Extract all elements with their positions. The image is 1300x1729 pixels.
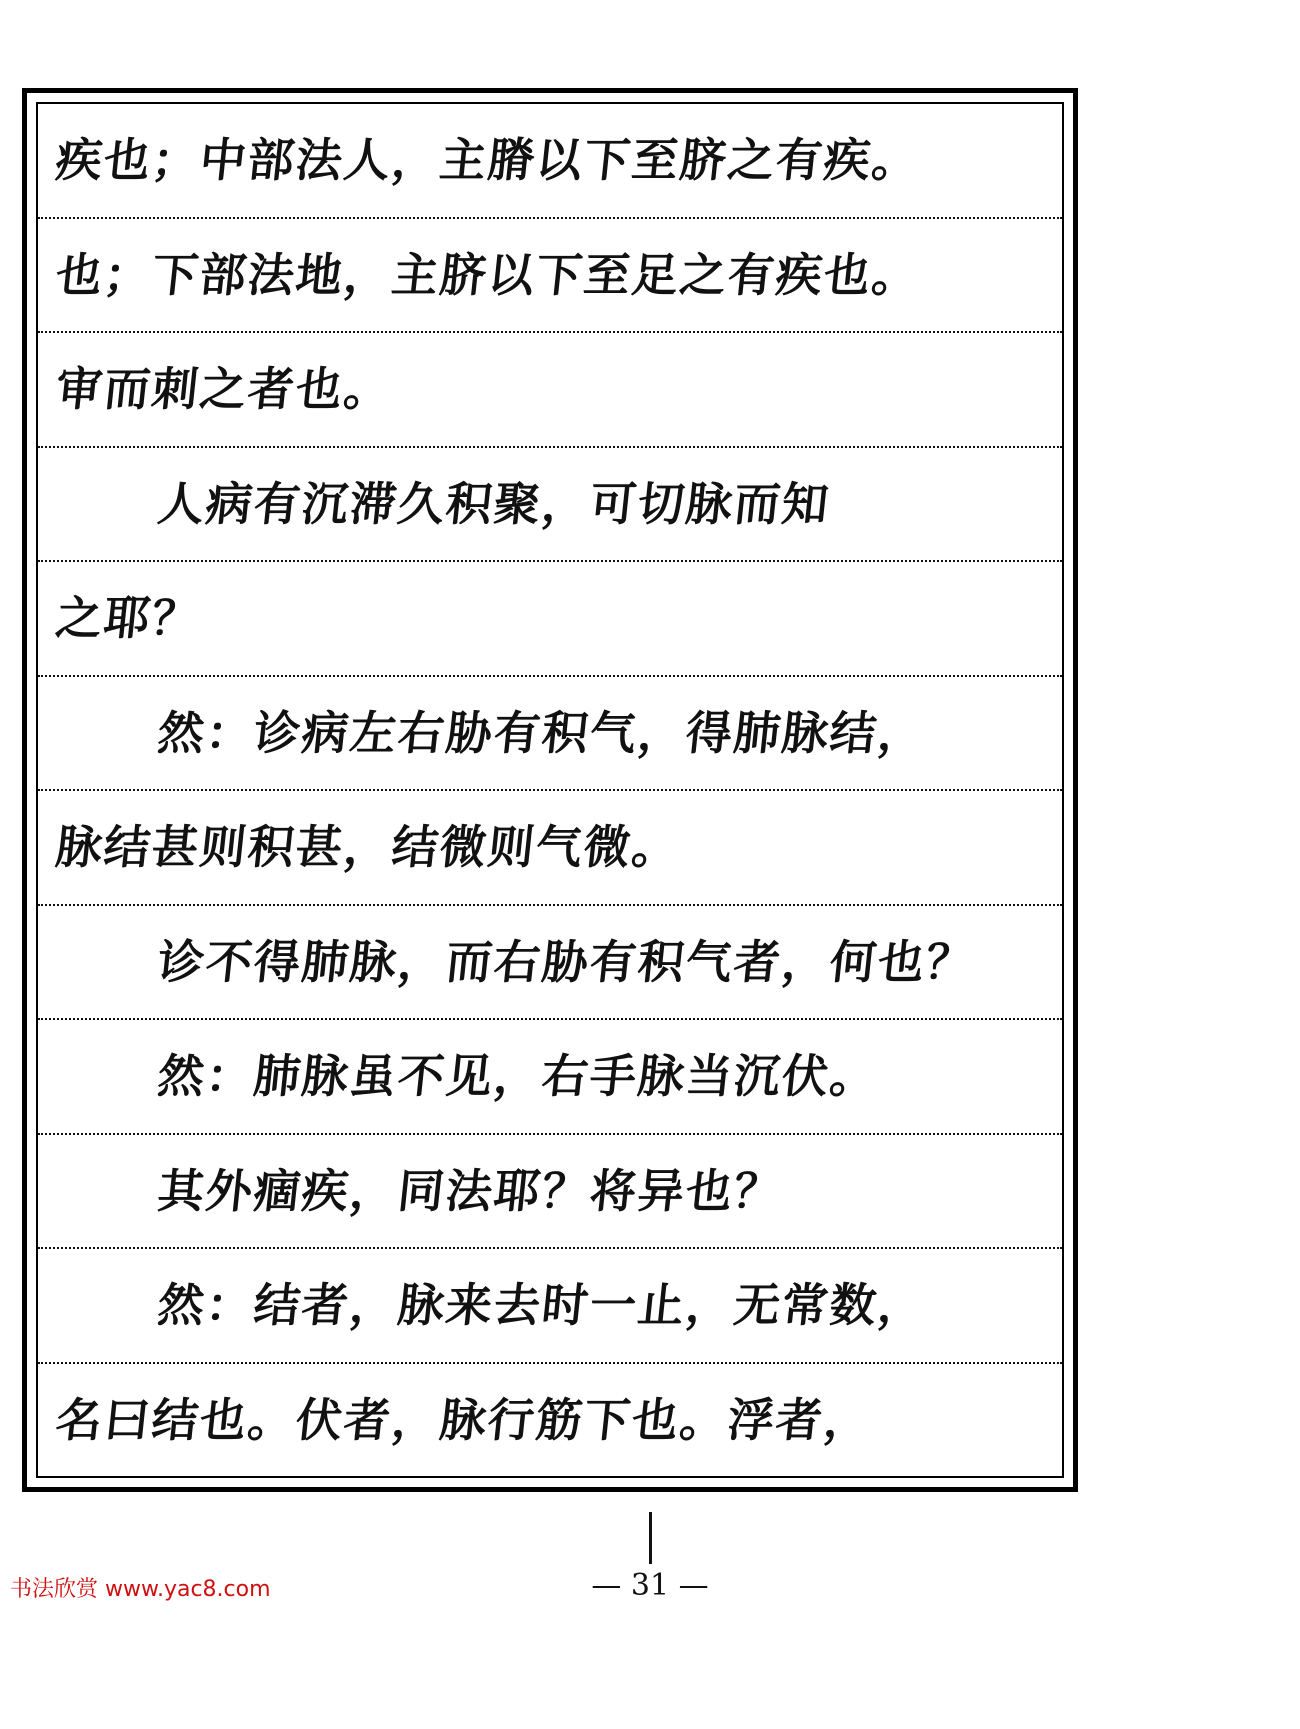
handwritten-text: 然：结者，脉来去时一止，无常数， <box>155 1278 929 1333</box>
text-line <box>38 219 1062 334</box>
manuscript-page-inner-border <box>36 102 1064 1478</box>
center-tick-mark <box>649 1512 652 1564</box>
text-line <box>38 104 1062 219</box>
text-line <box>38 1249 1062 1364</box>
handwritten-text: 然：肺脉虽不见，右手脉当沉伏。 <box>155 1049 881 1104</box>
handwritten-text: 其外痼疾，同法耶？将异也？ <box>155 1163 785 1218</box>
text-line <box>38 333 1062 448</box>
handwritten-text: 脉结甚则积甚，结微则气微。 <box>53 820 683 875</box>
page-footer <box>0 1560 1300 1650</box>
handwritten-text: 审而刺之者也。 <box>53 362 395 417</box>
text-line <box>38 1135 1062 1250</box>
handwritten-text: 之耶？ <box>53 591 203 646</box>
handwritten-text: 诊不得肺脉，而右胁有积气者，何也？ <box>155 934 977 989</box>
text-line <box>38 906 1062 1021</box>
manuscript-page <box>22 88 1078 1492</box>
handwritten-text: 然：诊病左右胁有积气，得肺脉结， <box>155 705 929 760</box>
text-line <box>38 1364 1062 1477</box>
ruled-lines-container <box>38 104 1062 1476</box>
site-watermark: 书法欣赏 www.yac8.com <box>10 1577 271 1602</box>
text-line <box>38 448 1062 563</box>
handwritten-text: 疾也；中部法人，主膌以下至脐之有疾。 <box>53 133 923 188</box>
text-line <box>38 791 1062 906</box>
text-line <box>38 1020 1062 1135</box>
page-number: — 31 — <box>591 1568 709 1603</box>
handwritten-text: 名曰结也。伏者，脉行筋下也。浮者， <box>53 1392 875 1447</box>
handwritten-text: 也；下部法地，主脐以下至足之有疾也。 <box>53 247 923 302</box>
handwritten-text: 人病有沉滞久积聚，可切脉而知 <box>155 476 833 531</box>
text-line <box>38 562 1062 677</box>
text-line <box>38 677 1062 792</box>
